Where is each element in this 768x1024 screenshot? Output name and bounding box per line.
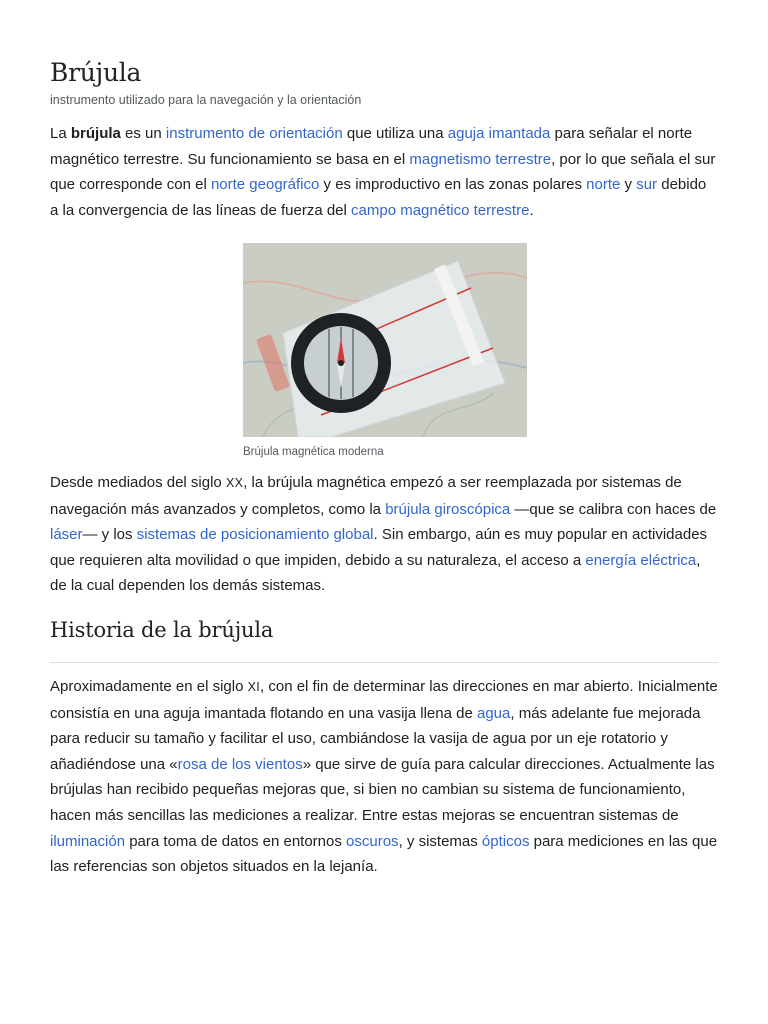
page-subtitle: instrumento utilizado para la navegación y la orientación <box>50 93 362 107</box>
section-heading-historia: Historia de la brújula <box>50 618 274 642</box>
bold-term: brújula <box>70 125 121 142</box>
history-paragraph <box>50 674 718 880</box>
link-instrumento-de-orientacion[interactable]: instrumento de orientación <box>165 125 343 142</box>
text: , la brújula magnética empezó a ser reemplazada por sistemas de navegación más avanzados y completos, como la <box>50 474 682 518</box>
link-iluminacion[interactable]: iluminación <box>50 832 126 850</box>
text: . <box>529 201 534 219</box>
link-opticos[interactable]: ópticos <box>481 832 530 850</box>
text: debido a la convergencia de las líneas de fuerza del <box>50 176 707 219</box>
text: . Sin embargo, aún es muy popular en actividades que requieren alta movilidad o que impiden, debido a su naturaleza, el acceso a <box>50 526 708 569</box>
link-agua[interactable]: agua <box>476 704 511 722</box>
paragraph-2 <box>50 470 718 599</box>
link-norte-geografico[interactable]: norte geográfico <box>210 176 320 194</box>
figure-caption: Brújula magnética moderna <box>243 446 384 458</box>
compass-photo[interactable] <box>243 243 527 437</box>
text: para toma de datos en entornos <box>125 832 347 850</box>
page-title: Brújula <box>50 58 142 87</box>
link-campo-magnetico-terrestre[interactable]: campo magnético terrestre <box>351 201 530 219</box>
link-energia-electrica[interactable]: energía eléctrica <box>585 551 697 569</box>
link-sur[interactable]: sur <box>636 176 658 194</box>
text: » que sirve de guía para calcular direcciones. Actualmente las brújulas han recibido pequeñas mejoras que, si bien no cambian su sistema de funcionamiento, hacen más sencillas las mediciones a realizar. Entre estas mejoras se encuentran sistemas de <box>50 755 715 824</box>
text: Aproximadamente en el siglo <box>50 678 248 695</box>
text: La <box>50 125 71 142</box>
text: para mediciones en las que las referencias son objetos situados en la lejanía. <box>50 832 718 876</box>
link-oscuros[interactable]: oscuros <box>346 832 399 850</box>
text: , más adelante fue mejorada para reducir su tamaño y facilitar el uso, cambiándose la vasija de agua por un eje rotatorio y añadiéndose una « <box>50 704 701 773</box>
figure <box>243 243 527 458</box>
text: , de la cual dependen los demás sistemas. <box>50 551 701 595</box>
text: , por lo que señala el sur que corresponde con el <box>50 150 716 194</box>
text: —que se calibra con haces de <box>510 500 717 518</box>
link-magnetismo-terrestre[interactable]: magnetismo terrestre <box>409 150 552 168</box>
text: Desde mediados del siglo <box>50 474 226 491</box>
link-laser[interactable]: láser <box>50 526 83 544</box>
link-aguja-imantada[interactable]: aguja imantada <box>447 125 551 142</box>
text: , con el fin de determinar las direcciones en mar abierto. Inicialmente consistía en una aguja imantada flotando en una vasija llena de <box>50 678 718 722</box>
text: es un <box>120 125 166 142</box>
text: , y sistemas <box>398 832 482 850</box>
text: — y los <box>82 526 137 544</box>
text: que utiliza una <box>342 125 448 142</box>
century-numeral: XI <box>247 680 261 694</box>
link-sistemas-de-posicionamiento-global[interactable]: sistemas de posicionamiento global <box>136 526 374 544</box>
text: y es improductivo en las zonas polares <box>319 176 587 194</box>
link-rosa-de-los-vientos[interactable]: rosa de los vientos <box>177 755 303 773</box>
link-norte[interactable]: norte <box>586 176 621 194</box>
text: y <box>620 176 637 194</box>
intro-paragraph <box>50 121 718 223</box>
text: para señalar el norte magnético terrestre. Su funcionamiento se basa en el <box>50 125 693 168</box>
link-brujula-giroscopica[interactable]: brújula giroscópica <box>385 500 511 518</box>
century-numeral: XX <box>225 476 244 490</box>
section-divider <box>50 662 718 663</box>
